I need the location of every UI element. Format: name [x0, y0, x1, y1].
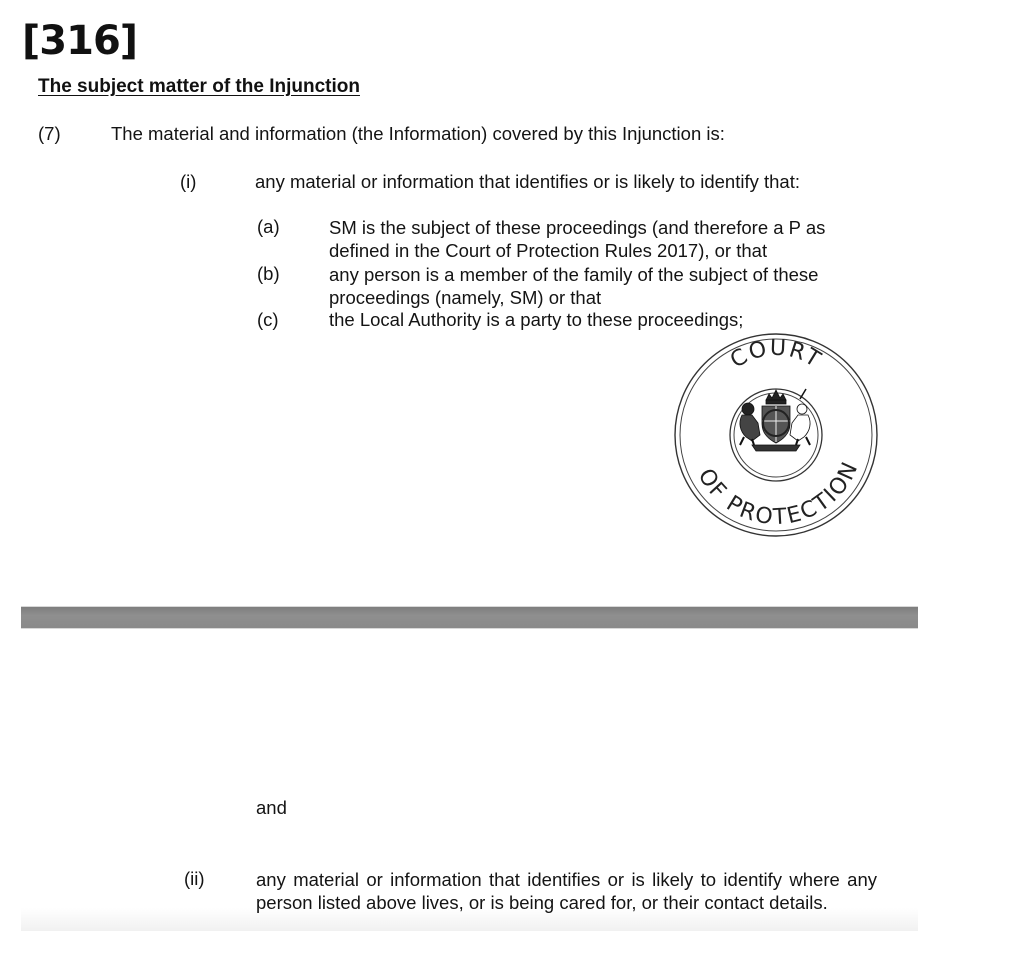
subitem-b-letter: (b)	[257, 263, 280, 284]
item-ii-text: any material or information that identifies or is likely to identify where any person listed above lives, or is being cared for, or their contact details.	[256, 869, 877, 913]
divider-bar	[21, 606, 918, 629]
subitem-c-letter: (c)	[257, 309, 279, 330]
item-i-number: (i)	[180, 171, 197, 192]
clause-number: (7)	[38, 123, 61, 144]
subitem-a-letter: (a)	[257, 216, 280, 237]
court-of-protection-seal	[672, 333, 880, 537]
section-heading: The subject matter of the Injunction	[38, 76, 360, 97]
subitem-a-text: SM is the subject of these proceedings (and therefore a P as defined in the Court of Protection Rules 2017), or that	[329, 217, 826, 261]
item-i-text: any material or information that identifies or is likely to identify that:	[255, 171, 800, 192]
subitem-c-text: the Local Authority is a party to these proceedings;	[329, 309, 744, 330]
item-ii-number: (ii)	[184, 868, 205, 889]
seal-top-text: COURT	[726, 335, 827, 374]
conjunction-and: and	[256, 797, 287, 818]
seal-bottom-text: OF PROTECTION	[692, 457, 864, 531]
clause-text: The material and information (the Information) covered by this Injunction is:	[111, 123, 725, 144]
subitem-b-text: any person is a member of the family of the subject of these proceedings (namely, SM) or that	[329, 264, 819, 308]
paragraph-number: [316]	[22, 18, 138, 64]
